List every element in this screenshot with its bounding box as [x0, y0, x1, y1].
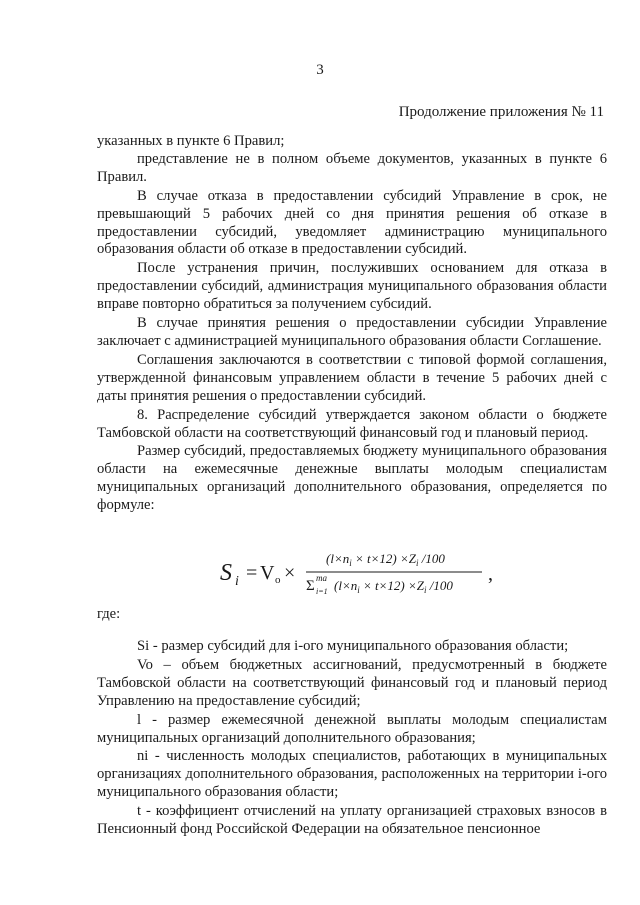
definition-l: l - размер ежемесячной денежной выплаты молодым специалистам муниципальных организаций дополнительного образования;	[97, 711, 607, 746]
appendix-continuation-header: Продолжение приложения № 11	[398, 104, 604, 120]
formula-denominator: $(l\times n_i \times t\times 12) \times Z_i$ /100	[334, 578, 453, 595]
formula-times: ×	[284, 562, 296, 584]
definition-vo: Vo – объем бюджетных ассигнований, предусмотренный в бюджете Тамбовской области на соответствующий финансовый год и плановый период Управлению на предоставление субсидий;	[97, 656, 607, 709]
subsidy-formula	[220, 548, 610, 596]
formula-v-sub: o	[275, 574, 281, 586]
paragraph-6: Соглашения заключаются в соответствии с типовой формой соглашения, утвержденной финансовым управлением области в течение 5 рабочих дней с даты принятия решения о предоставлении субсидий.	[97, 351, 607, 404]
formula-equals: =	[246, 562, 258, 584]
formula-sum-sup: ma	[316, 573, 327, 583]
formula-numerator: $(l\times n_i \times t\times 12) \times Z_i$ /100	[326, 551, 445, 568]
formula-sum-sign: Σ	[306, 578, 315, 594]
formula-trailing-comma: ,	[488, 563, 493, 585]
body-text	[97, 133, 607, 515]
paragraph-1: указанных в пункте 6 Правил;	[97, 133, 285, 149]
page-number: 3	[316, 62, 324, 78]
where-label: где:	[97, 606, 121, 622]
formula-lhs-sub: i	[235, 574, 239, 589]
paragraph-3: В случае отказа в предоставлении субсидий Управление в срок, не превышающий 5 рабочих дней со дня принятия решения об отказе в предоставлении субсидий, уведомляет администрацию муниципального образования области об отказе в предоставлении субсидий.	[97, 187, 607, 258]
paragraph-5: В случае принятия решения о предоставлении субсидии Управление заключает с администрацией муниципального образования области Соглашение.	[97, 315, 607, 349]
paragraph-7: 8. Распределение субсидий утверждается законом области о бюджете Тамбовской области на соответствующий финансовый год и плановый период.	[97, 406, 607, 441]
formula-v: V	[260, 562, 275, 584]
definition-si: Si - размер субсидий для i-ого муниципального образования области;	[137, 638, 569, 654]
paragraph-2: представление не в полном объеме документов, указанных в пункте 6 Правил.	[97, 150, 607, 185]
definition-ni: ni - численность молодых специалистов, работающих в муниципальных организациях дополнительного образования, расположенных на территории i-ого муниципального образования области;	[97, 748, 607, 801]
formula-svg	[220, 548, 610, 596]
formula-lhs: S	[220, 560, 232, 586]
definition-t: t - коэффициент отчислений на уплату организацией страховых взносов в Пенсионный фонд Российской Федерации на обязательное пенсионное	[97, 803, 607, 838]
formula-sum-sub: i=1	[316, 587, 328, 596]
paragraph-8: Размер субсидий, предоставляемых бюджету муниципального образования области на ежемесячные денежные выплаты молодым специалистам муниципальных организаций дополнительного образования, определяется по формуле:	[97, 443, 607, 514]
formula-definitions	[97, 638, 607, 839]
paragraph-4: После устранения причин, послуживших основанием для отказа в предоставлении субсидий, администрация муниципального образования области вправе повторно обратиться за получением субсидий.	[97, 260, 607, 313]
